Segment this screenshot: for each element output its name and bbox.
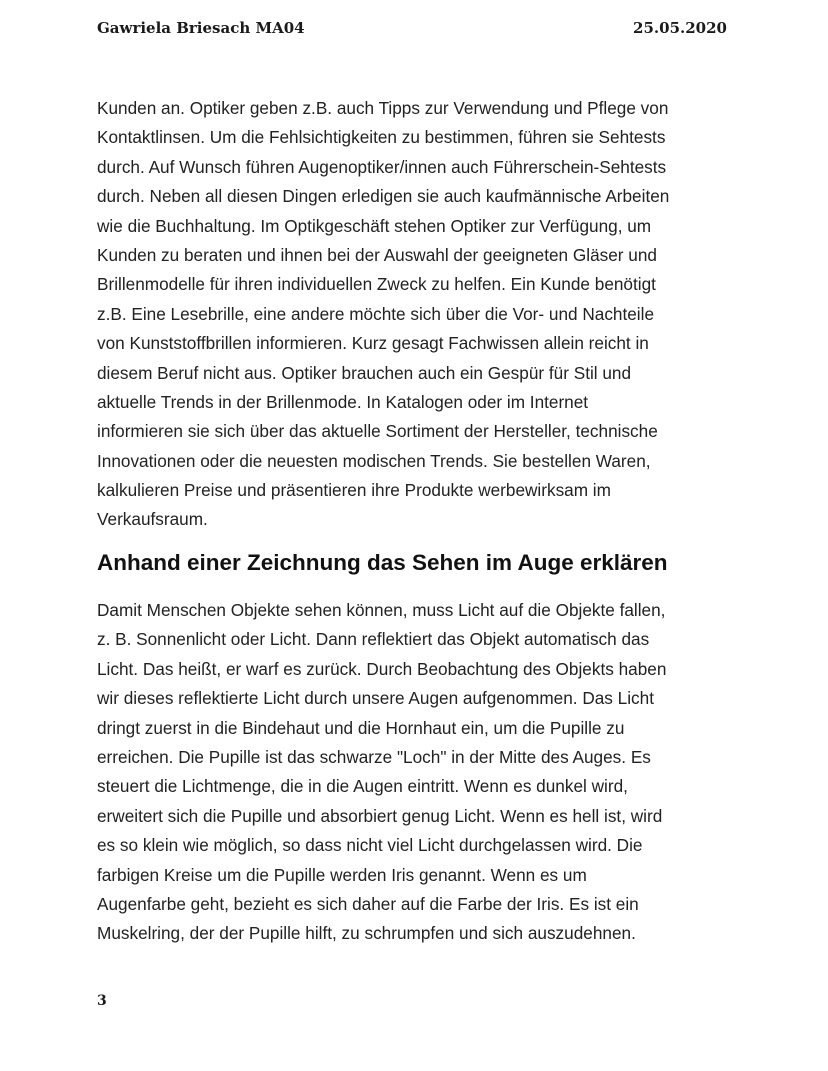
paragraph-line: Brillenmodelle für ihren individuellen Zweck zu helfen. Ein Kunde benötigt <box>97 274 656 295</box>
paragraph-line: aktuelle Trends in der Brillenmode. In Katalogen oder im Internet <box>97 391 589 412</box>
paragraph-line: Licht. Das heißt, er warf es zurück. Durch Beobachtung des Objekts haben <box>97 658 667 679</box>
header-date: 25.05.2020 <box>633 19 727 37</box>
paragraph-line: Innovationen oder die neuesten modischen Trends. Sie bestellen Waren, <box>97 450 651 471</box>
section-heading: Anhand einer Zeichnung das Sehen im Auge erklären <box>97 550 668 575</box>
paragraph-line: steuert die Lichtmenge, die in die Augen eintritt. Wenn es dunkel wird, <box>97 776 628 797</box>
paragraph-line: farbigen Kreise um die Pupille werden Iris genannt. Wenn es um <box>97 864 587 885</box>
paragraph-line: durch. Auf Wunsch führen Augenoptiker/innen auch Führerschein-Sehtests <box>97 156 667 177</box>
header-author: Gawriela Briesach MA04 <box>97 19 305 37</box>
paragraph-line: dringt zuerst in die Bindehaut und die Hornhaut ein, um die Pupille zu <box>97 717 625 738</box>
paragraph-line: Damit Menschen Objekte sehen können, muss Licht auf die Objekte fallen, <box>97 600 666 620</box>
paragraph-line: Augenfarbe geht, bezieht es sich daher auf die Farbe der Iris. Es ist ein <box>97 893 639 914</box>
paragraph-line: Kunden zu beraten und ihnen bei der Auswahl der geeigneten Gläser und <box>97 244 657 265</box>
paragraph-line: durch. Neben all diesen Dingen erledigen sie auch kaufmännische Arbeiten <box>97 186 670 207</box>
body-paragraph-1 <box>97 94 742 535</box>
paragraph-line: informieren sie sich über das aktuelle Sortiment der Hersteller, technische <box>97 421 658 442</box>
paragraph-line: Muskelring, der der Pupille hilft, zu schrumpfen und sich auszudehnen. <box>97 923 636 944</box>
paragraph-line: erreichen. Die Pupille ist das schwarze "Loch" in der Mitte des Auges. Es <box>97 746 651 767</box>
paragraph-line: Kunden an. Optiker geben z.B. auch Tipps zur Verwendung und Pflege von <box>97 98 669 118</box>
paragraph-line: Kontaktlinsen. Um die Fehlsichtigkeiten zu bestimmen, führen sie Sehtests <box>97 127 666 148</box>
paragraph-line: diesem Beruf nicht aus. Optiker brauchen auch ein Gespür für Stil und <box>97 362 632 383</box>
paragraph-line: wir dieses reflektierte Licht durch unsere Augen aufgenommen. Das Licht <box>97 688 654 709</box>
page-number: 3 <box>97 993 107 1009</box>
paragraph-line: wie die Buchhaltung. Im Optikgeschäft stehen Optiker zur Verfügung, um <box>97 215 652 236</box>
paragraph-line: es so klein wie möglich, so dass nicht viel Licht durchgelassen wird. Die <box>97 835 643 856</box>
paragraph-line: erweitert sich die Pupille und absorbiert genug Licht. Wenn es hell ist, wird <box>97 805 663 826</box>
paragraph-line: Verkaufsraum. <box>97 509 208 530</box>
paragraph-line: von Kunststoffbrillen informieren. Kurz gesagt Fachwissen allein reicht in <box>97 333 649 354</box>
paragraph-line: z. B. Sonnenlicht oder Licht. Dann reflektiert das Objekt automatisch das <box>97 629 650 650</box>
paragraph-line: kalkulieren Preise und präsentieren ihre Produkte werbewirksam im <box>97 480 611 501</box>
body-paragraph-2 <box>97 596 742 949</box>
paragraph-line: z.B. Eine Lesebrille, eine andere möchte sich über die Vor- und Nachteile <box>97 303 655 324</box>
page-header <box>97 19 727 43</box>
